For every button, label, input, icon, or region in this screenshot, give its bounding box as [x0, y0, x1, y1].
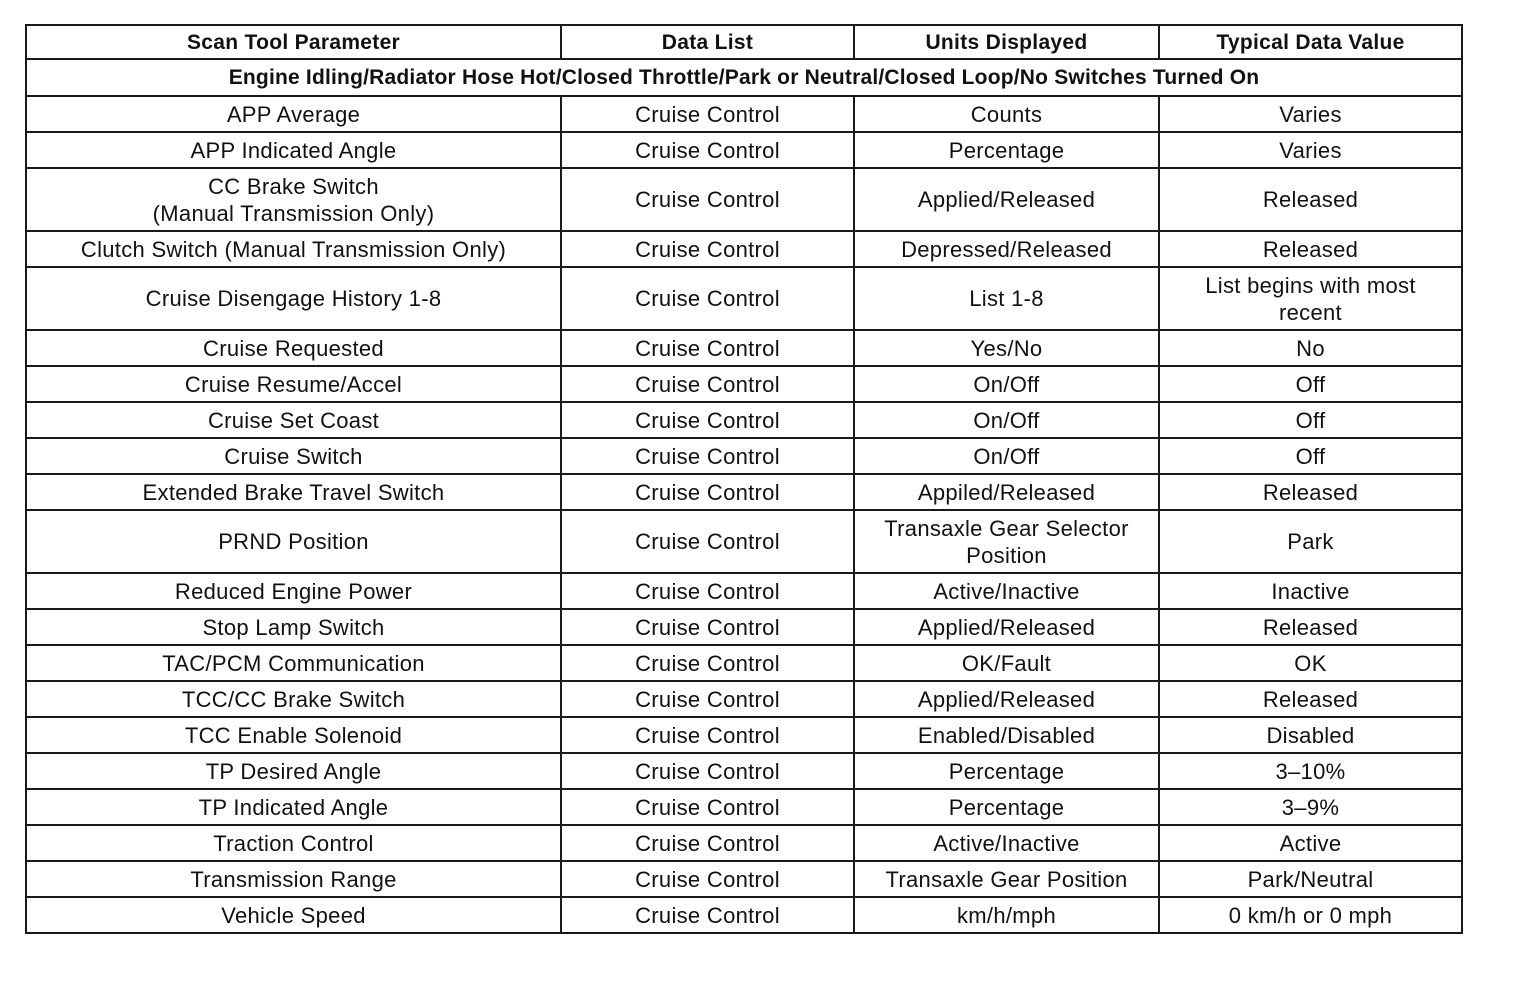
row-parameter-text: Cruise Resume/Accel	[184, 371, 403, 397]
row-typical-value	[1159, 168, 1462, 231]
row-typical-value-text: 0 km/h or 0 mph	[1228, 902, 1393, 928]
row-typical-value	[1159, 474, 1462, 510]
row-typical-value	[1159, 897, 1462, 933]
row-typical-value-text: Released	[1262, 236, 1359, 262]
row-parameter	[26, 825, 561, 861]
table-row	[26, 861, 1462, 897]
row-data-list	[561, 717, 854, 753]
row-parameter-text: CC Brake Switch	[208, 173, 379, 199]
row-data-list-text: Cruise Control	[635, 794, 780, 820]
row-units	[854, 789, 1159, 825]
row-typical-value	[1159, 717, 1462, 753]
row-parameter-text-line2: (Manual Transmission Only)	[152, 200, 435, 226]
table-row	[26, 474, 1462, 510]
row-data-list-text: Cruise Control	[635, 443, 780, 469]
row-typical-value-text: List begins with most	[1205, 272, 1416, 298]
row-data-list-text: Cruise Control	[635, 529, 780, 554]
row-data-list	[561, 789, 854, 825]
header-typical-data-value: Typical Data Value	[1159, 25, 1462, 59]
row-typical-value	[1159, 645, 1462, 681]
row-parameter-text: TAC/PCM Communication	[162, 650, 425, 676]
row-parameter	[26, 609, 561, 645]
table-row	[26, 717, 1462, 753]
row-units	[854, 681, 1159, 717]
row-units-text: Transaxle Gear Selector	[884, 515, 1129, 541]
table-row	[26, 645, 1462, 681]
row-data-list	[561, 753, 854, 789]
row-parameter	[26, 789, 561, 825]
row-data-list-text: Cruise Control	[635, 758, 780, 784]
row-units	[854, 474, 1159, 510]
row-typical-value-text: Park	[1287, 529, 1334, 554]
row-typical-value-text: 3–9%	[1281, 794, 1340, 820]
row-typical-value-text: Inactive	[1271, 578, 1350, 604]
row-parameter	[26, 330, 561, 366]
scan-tool-data-table	[25, 24, 1463, 934]
row-data-list	[561, 474, 854, 510]
row-typical-value-text: Released	[1262, 479, 1359, 505]
row-data-list	[561, 438, 854, 474]
row-units	[854, 168, 1159, 231]
row-data-list-text: Cruise Control	[635, 722, 780, 748]
row-data-list	[561, 231, 854, 267]
table-row	[26, 168, 1462, 231]
row-units-text: Yes/No	[970, 335, 1043, 361]
row-typical-value-text: Off	[1295, 371, 1326, 397]
row-parameter	[26, 402, 561, 438]
row-typical-value-text: Varies	[1279, 101, 1342, 127]
section-row	[26, 59, 1462, 96]
row-parameter-text: Reduced Engine Power	[174, 578, 413, 604]
table-row	[26, 438, 1462, 474]
row-typical-value	[1159, 681, 1462, 717]
row-units	[854, 510, 1159, 573]
row-typical-value	[1159, 267, 1462, 330]
row-units-text: On/Off	[973, 407, 1040, 433]
row-units	[854, 645, 1159, 681]
table-row	[26, 330, 1462, 366]
row-typical-value	[1159, 96, 1462, 132]
row-data-list-text: Cruise Control	[635, 137, 780, 163]
row-units	[854, 717, 1159, 753]
row-data-list	[561, 645, 854, 681]
row-parameter-text: Transmission Range	[190, 866, 397, 892]
row-typical-value-text: Released	[1262, 686, 1359, 712]
row-units-text: Applied/Released	[917, 614, 1096, 640]
header-units-displayed: Units Displayed	[854, 25, 1159, 59]
row-units	[854, 609, 1159, 645]
row-parameter	[26, 96, 561, 132]
row-data-list-text: Cruise Control	[635, 101, 780, 127]
header-row	[26, 25, 1462, 59]
row-typical-value	[1159, 402, 1462, 438]
row-parameter-text: Extended Brake Travel Switch	[142, 479, 445, 505]
row-parameter-text: APP Indicated Angle	[190, 137, 397, 163]
row-data-list-text: Cruise Control	[635, 866, 780, 892]
row-units	[854, 825, 1159, 861]
row-units-text: km/h/mph	[957, 902, 1056, 928]
row-data-list-text: Cruise Control	[635, 407, 780, 433]
row-units	[854, 753, 1159, 789]
row-data-list-text: Cruise Control	[635, 902, 780, 928]
row-units	[854, 330, 1159, 366]
row-typical-value	[1159, 573, 1462, 609]
row-units	[854, 96, 1159, 132]
row-units	[854, 402, 1159, 438]
row-typical-value-text-line2: recent	[1279, 299, 1342, 325]
row-typical-value	[1159, 825, 1462, 861]
table-row	[26, 402, 1462, 438]
table-row	[26, 897, 1462, 933]
row-typical-value-text: Varies	[1279, 137, 1342, 163]
row-parameter	[26, 267, 561, 330]
row-parameter	[26, 168, 561, 231]
row-units-text: Applied/Released	[917, 187, 1096, 212]
row-typical-value-text: Off	[1295, 407, 1326, 433]
row-data-list	[561, 267, 854, 330]
row-data-list-text: Cruise Control	[635, 479, 780, 505]
table-row	[26, 132, 1462, 168]
row-typical-value	[1159, 789, 1462, 825]
row-units-text: Percentage	[948, 794, 1065, 820]
row-units-text: OK/Fault	[961, 650, 1052, 676]
row-parameter	[26, 861, 561, 897]
row-parameter-text: Cruise Set Coast	[207, 407, 380, 433]
row-typical-value-text: No	[1296, 335, 1325, 361]
header-scan-tool-parameter: Scan Tool Parameter	[26, 25, 561, 59]
row-parameter	[26, 366, 561, 402]
row-units-text: Percentage	[948, 758, 1065, 784]
row-data-list	[561, 132, 854, 168]
row-parameter-text: Vehicle Speed	[221, 902, 366, 928]
row-units-text: On/Off	[973, 443, 1040, 469]
row-typical-value	[1159, 231, 1462, 267]
row-units	[854, 267, 1159, 330]
row-data-list-text: Cruise Control	[635, 371, 780, 397]
row-data-list-text: Cruise Control	[635, 236, 780, 262]
row-parameter	[26, 231, 561, 267]
row-data-list-text: Cruise Control	[635, 650, 780, 676]
table-row	[26, 231, 1462, 267]
row-parameter-text: PRND Position	[218, 529, 369, 554]
row-data-list	[561, 573, 854, 609]
table-row	[26, 573, 1462, 609]
row-parameter-text: TCC Enable Solenoid	[184, 722, 403, 748]
row-parameter	[26, 645, 561, 681]
row-units-text: List 1-8	[969, 286, 1044, 311]
row-parameter-text: Stop Lamp Switch	[202, 614, 385, 640]
row-typical-value	[1159, 753, 1462, 789]
row-parameter	[26, 132, 561, 168]
row-units	[854, 861, 1159, 897]
table-row	[26, 789, 1462, 825]
row-parameter	[26, 753, 561, 789]
row-typical-value-text: Released	[1262, 187, 1359, 212]
row-typical-value-text: Off	[1295, 443, 1326, 469]
row-units	[854, 132, 1159, 168]
row-data-list	[561, 402, 854, 438]
table-row	[26, 366, 1462, 402]
row-data-list-text: Cruise Control	[635, 286, 780, 311]
row-typical-value-text: 3–10%	[1275, 758, 1346, 784]
row-parameter-text: TCC/CC Brake Switch	[181, 686, 406, 712]
row-typical-value-text: Active	[1279, 830, 1342, 856]
row-units	[854, 231, 1159, 267]
row-data-list	[561, 825, 854, 861]
row-parameter	[26, 573, 561, 609]
row-data-list-text: Cruise Control	[635, 187, 780, 212]
row-typical-value-text: Park/Neutral	[1247, 866, 1374, 892]
row-data-list-text: Cruise Control	[635, 614, 780, 640]
row-typical-value	[1159, 132, 1462, 168]
row-data-list	[561, 609, 854, 645]
row-typical-value-text: Disabled	[1266, 722, 1355, 748]
row-data-list-text: Cruise Control	[635, 578, 780, 604]
row-typical-value	[1159, 438, 1462, 474]
table-row	[26, 510, 1462, 573]
row-units-text: Applied/Released	[917, 686, 1096, 712]
row-units	[854, 438, 1159, 474]
table-row	[26, 609, 1462, 645]
row-units-text: Appiled/Released	[917, 479, 1096, 505]
row-units	[854, 897, 1159, 933]
row-data-list-text: Cruise Control	[635, 686, 780, 712]
row-units-text: Percentage	[948, 137, 1065, 163]
row-units	[854, 366, 1159, 402]
row-parameter-text: TP Indicated Angle	[198, 794, 389, 820]
row-parameter	[26, 510, 561, 573]
row-data-list	[561, 681, 854, 717]
row-data-list	[561, 96, 854, 132]
row-parameter-text: APP Average	[226, 101, 361, 127]
table-row	[26, 681, 1462, 717]
row-data-list-text: Cruise Control	[635, 335, 780, 361]
table-row	[26, 96, 1462, 132]
row-units-text: On/Off	[973, 371, 1040, 397]
row-data-list-text: Cruise Control	[635, 830, 780, 856]
header-data-list: Data List	[561, 25, 854, 59]
row-parameter-text: Clutch Switch (Manual Transmission Only)	[80, 236, 507, 262]
row-parameter	[26, 438, 561, 474]
table-row	[26, 825, 1462, 861]
row-typical-value	[1159, 366, 1462, 402]
row-units-text: Enabled/Disabled	[917, 722, 1096, 748]
row-units-text-line2: Position	[966, 542, 1047, 568]
row-data-list	[561, 330, 854, 366]
row-units-text: Depressed/Released	[901, 236, 1112, 262]
row-typical-value	[1159, 861, 1462, 897]
row-units-text: Active/Inactive	[933, 578, 1080, 604]
row-parameter-text: Cruise Requested	[203, 335, 384, 361]
row-parameter-text: Cruise Disengage History 1-8	[145, 286, 442, 311]
row-parameter-text: Cruise Switch	[224, 443, 363, 469]
row-parameter	[26, 897, 561, 933]
row-parameter	[26, 474, 561, 510]
table-row	[26, 753, 1462, 789]
row-typical-value	[1159, 330, 1462, 366]
row-units	[854, 573, 1159, 609]
row-data-list	[561, 897, 854, 933]
row-typical-value	[1159, 609, 1462, 645]
row-data-list	[561, 861, 854, 897]
table-row	[26, 267, 1462, 330]
row-typical-value-text: Released	[1262, 614, 1359, 640]
row-units-text: Counts	[970, 101, 1043, 127]
row-data-list	[561, 366, 854, 402]
row-typical-value-text: OK	[1294, 650, 1327, 676]
row-typical-value	[1159, 510, 1462, 573]
row-units-text: Active/Inactive	[933, 830, 1080, 856]
row-units-text: Transaxle Gear Position	[885, 866, 1128, 892]
row-parameter	[26, 681, 561, 717]
row-data-list	[561, 168, 854, 231]
row-parameter-text: Traction Control	[213, 830, 374, 856]
row-data-list	[561, 510, 854, 573]
row-parameter-text: TP Desired Angle	[205, 758, 382, 784]
section-title: Engine Idling/Radiator Hose Hot/Closed Throttle/Park or Neutral/Closed Loop/No Switches Turned On	[26, 59, 1462, 96]
row-parameter	[26, 717, 561, 753]
